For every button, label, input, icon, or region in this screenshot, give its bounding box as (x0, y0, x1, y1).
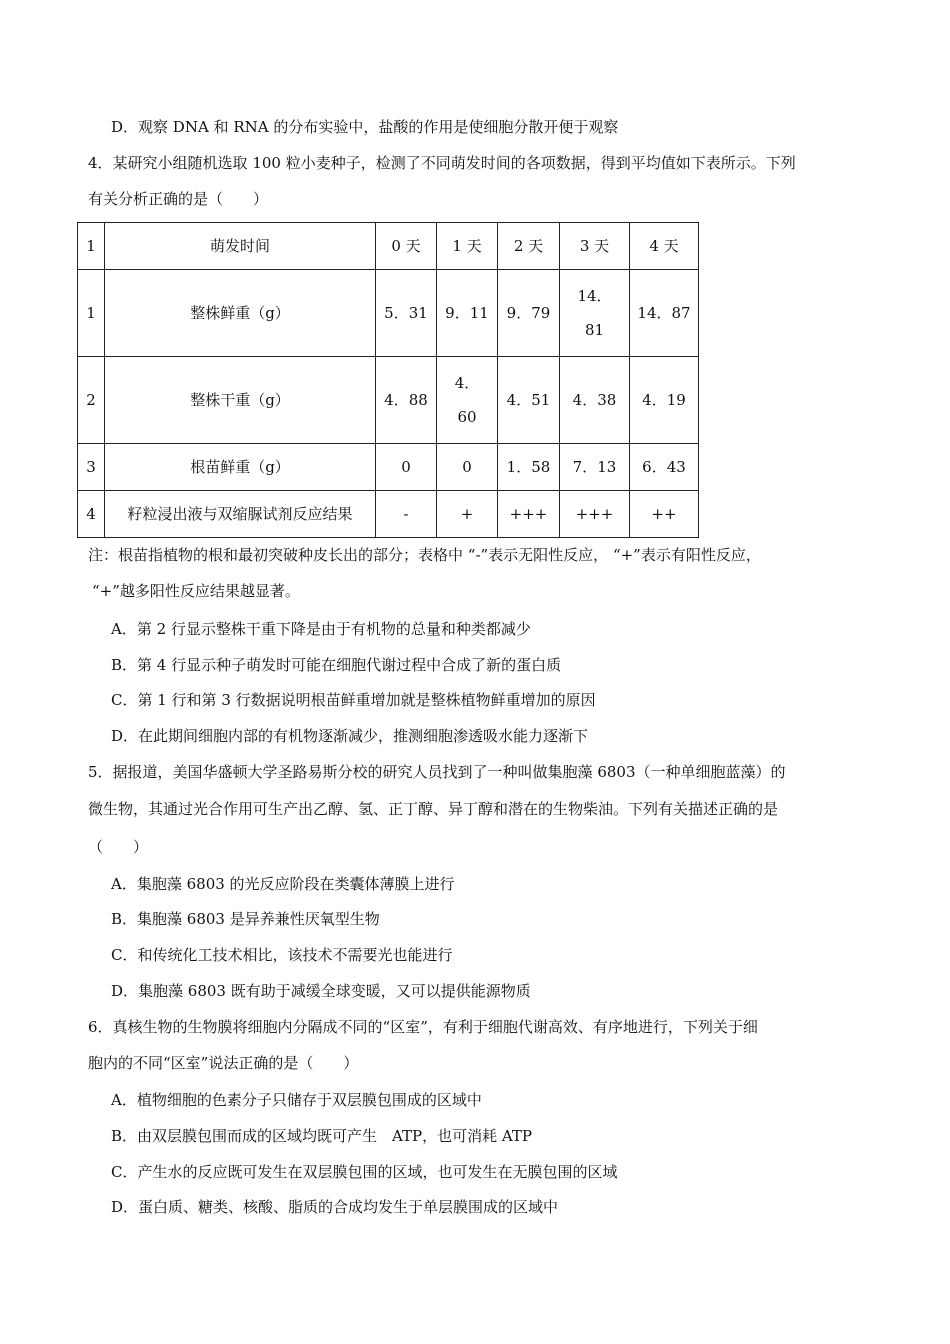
germination-data-table (77, 222, 699, 538)
row-label: 籽粒浸出液与双缩脲试剂反应结果 (105, 491, 376, 538)
row-index: 1 (78, 270, 105, 357)
row-label: 整株干重（g） (105, 357, 376, 444)
cell (560, 270, 630, 357)
row-label: 根苗鲜重（g） (105, 444, 376, 491)
q3-option-d: D．观察 DNA 和 RNA 的分布实验中，盐酸的作用是使细胞分散开便于观察 (111, 118, 619, 136)
cell: - (376, 491, 437, 538)
q4-stem-line1: 4．某研究小组随机选取 100 粒小麦种子，检测了不同萌发时间的各项数据，得到平均值如下表所示。下列 (88, 154, 796, 172)
row-index: 4 (78, 491, 105, 538)
header-day-1: 1 天 (437, 223, 498, 270)
cell: 9．79 (498, 270, 560, 357)
table-header-row (78, 223, 699, 270)
q4-option-a: A．第 2 行显示整株干重下降是由于有机物的总量和种类都减少 (111, 620, 531, 638)
cell: 7．13 (560, 444, 630, 491)
row-index: 2 (78, 357, 105, 444)
q6-option-d: D．蛋白质、糖类、核酸、脂质的合成均发生于单层膜围成的区域中 (111, 1198, 559, 1216)
cell: 0 (376, 444, 437, 491)
cell-value: 4．60 (454, 374, 480, 426)
header-day-3: 3 天 (560, 223, 630, 270)
cell: ++ (630, 491, 699, 538)
q5-option-d: D．集胞藻 6803 既有助于减缓全球变暖，又可以提供能源物质 (111, 982, 531, 1000)
table-row (78, 357, 699, 444)
header-day-4: 4 天 (630, 223, 699, 270)
cell: 0 (437, 444, 498, 491)
q6-option-c: C．产生水的反应既可发生在双层膜包围的区域，也可发生在无膜包围的区域 (111, 1163, 618, 1181)
cell-value: 14．81 (577, 287, 612, 339)
q4-stem-line2: 有关分析正确的是（ ） (88, 190, 269, 208)
q4-note-line2: “+”越多阳性反应结果越显著。 (92, 582, 300, 600)
cell: 4．19 (630, 357, 699, 444)
q5-option-a: A．集胞藻 6803 的光反应阶段在类囊体薄膜上进行 (111, 875, 455, 893)
row-index: 3 (78, 444, 105, 491)
q5-option-c: C．和传统化工技术相比，该技术不需要光也能进行 (111, 946, 453, 964)
cell: 9．11 (437, 270, 498, 357)
header-day-2: 2 天 (498, 223, 560, 270)
header-index: 1 (78, 223, 105, 270)
cell: +++ (498, 491, 560, 538)
header-day-0: 0 天 (376, 223, 437, 270)
table-row (78, 491, 699, 538)
q5-stem-line1: 5．据报道，美国华盛顿大学圣路易斯分校的研究人员找到了一种叫做集胞藻 6803（一种单细胞蓝藻）的 (88, 763, 786, 781)
row-label: 整株鲜重（g） (105, 270, 376, 357)
q4-option-b: B．第 4 行显示种子萌发时可能在细胞代谢过程中合成了新的蛋白质 (111, 656, 562, 674)
cell: 1．58 (498, 444, 560, 491)
cell: + (437, 491, 498, 538)
q6-option-a: A．植物细胞的色素分子只储存于双层膜包围成的区域中 (111, 1091, 482, 1109)
cell: +++ (560, 491, 630, 538)
cell: 6．43 (630, 444, 699, 491)
q6-option-b: B．由双层膜包围而成的区域均既可产生 ATP，也可消耗 ATP (111, 1127, 533, 1145)
q5-stem-line3: （ ） (88, 838, 149, 856)
cell: 4．38 (560, 357, 630, 444)
q5-stem-line2: 微生物，其通过光合作用可生产出乙醇、氢、正丁醇、异丁醇和潜在的生物柴油。下列有关描述正确的是 (88, 800, 779, 818)
cell: 4．88 (376, 357, 437, 444)
q6-stem-line1: 6．真核生物的生物膜将细胞内分隔成不同的“区室”，有利于细胞代谢高效、有序地进行，下列关于细 (88, 1018, 758, 1036)
q4-note-line1: 注：根苗指植物的根和最初突破种皮长出的部分；表格中 “-”表示无阳性反应， “+”表示有阳性反应， (88, 546, 761, 564)
q6-stem-line2: 胞内的不同“区室”说法正确的是（ ） (88, 1054, 359, 1072)
cell: 14．87 (630, 270, 699, 357)
cell: 4．51 (498, 357, 560, 444)
cell (437, 357, 498, 444)
table-row (78, 270, 699, 357)
q4-option-c: C．第 1 行和第 3 行数据说明根苗鲜重增加就是整株植物鲜重增加的原因 (111, 691, 596, 709)
q4-option-d: D．在此期间细胞内部的有机物逐渐减少，推测细胞渗透吸水能力逐渐下 (111, 727, 589, 745)
table-row (78, 444, 699, 491)
q5-option-b: B．集胞藻 6803 是异养兼性厌氧型生物 (111, 910, 380, 928)
cell: 5．31 (376, 270, 437, 357)
header-label: 萌发时间 (105, 223, 376, 270)
